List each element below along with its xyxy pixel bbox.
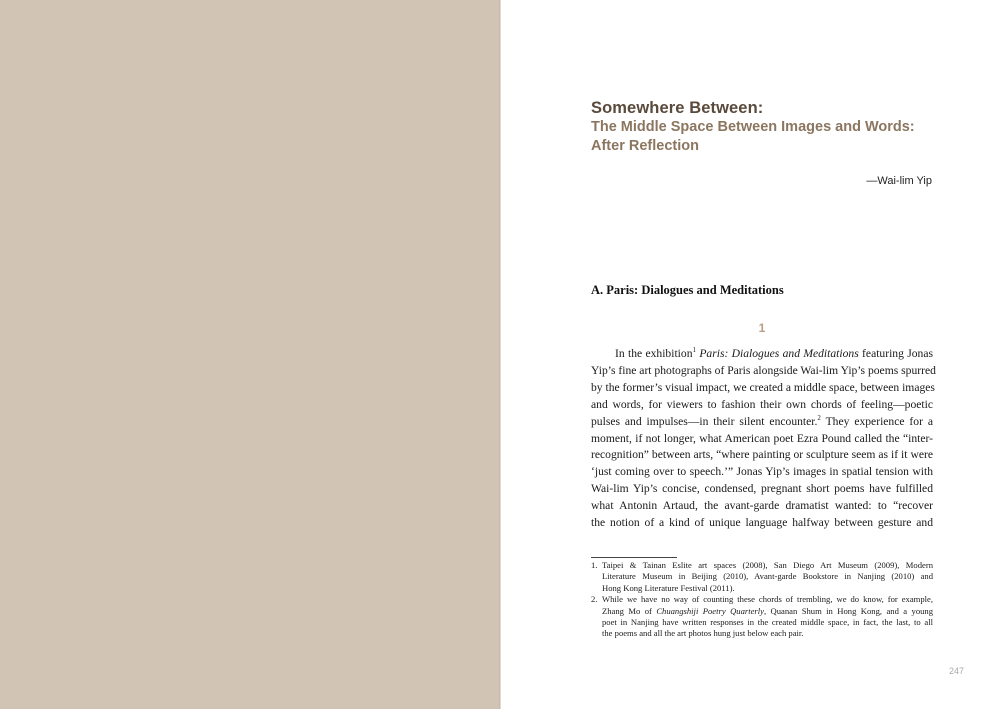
author-byline: —Wai-lim Yip xyxy=(866,175,932,187)
chapter-title: Somewhere Between: xyxy=(591,99,764,117)
footnote-ref-2[interactable]: 2 xyxy=(817,413,821,422)
body-text-run: pulses and impulses—in their silent encounter. xyxy=(591,414,818,428)
footnote-line: the poems and all the art photos hung just below each pair. xyxy=(602,628,804,639)
body-text-run: featuring Jonas xyxy=(858,347,933,360)
body-line: ‘just coming over to speech.’” Jonas Yip’s images in spatial tension with xyxy=(591,465,933,479)
body-text-run: In the exhibition xyxy=(615,347,693,360)
body-line xyxy=(591,414,933,431)
journal-title: Chuangshiji Poetry Quarterly xyxy=(656,605,764,616)
footnote-number: 2. xyxy=(591,594,598,605)
footnote-2 xyxy=(591,594,933,640)
body-text-run: They experience for a xyxy=(820,414,933,428)
section-number: 1 xyxy=(758,321,766,335)
footnotes xyxy=(591,560,933,640)
footnote-line: While we have no way of counting these chords of trembling, we do know, for example, xyxy=(602,594,933,605)
body-line: moment, if not longer, what American poet Ezra Pound called the “inter- xyxy=(591,431,933,445)
body-line: the notion of a kind of unique language halfway between gesture and xyxy=(591,516,933,530)
footnote-divider xyxy=(591,557,677,558)
footnote-text-run: , Quanan Shum in Hong Kong, and a young xyxy=(763,605,934,616)
footnote-line xyxy=(602,606,933,617)
footnote-line: Taipei & Tainan Eslite art spaces (2008), San Diego Art Museum (2009), Modern xyxy=(602,560,933,570)
footnote-text-run: Zhang Mo of xyxy=(602,605,657,616)
footnote-ref-1[interactable]: 1 xyxy=(692,346,696,355)
body-line: what Antonin Artaud, the avant-garde dramatist wanted: to “recover xyxy=(591,499,933,513)
body-paragraph xyxy=(591,346,936,532)
body-line: Yip’s fine art photographs of Paris alongside Wai-lim Yip’s poems spurred xyxy=(591,363,936,377)
footnote-line: Hong Kong Literature Festival (2011). xyxy=(602,582,735,593)
body-line: by the former’s visual impact, we created a middle space, between images xyxy=(591,380,935,394)
page-number: 247 xyxy=(948,666,964,676)
right-page xyxy=(501,0,1000,709)
footnote-1 xyxy=(591,560,933,594)
exhibition-title: Paris: Dialogues and Meditations xyxy=(699,347,859,360)
footnote-line: Literature Museum in Beijing (2010), Avant-garde Bookstore in Nanjing (2010) and xyxy=(602,571,933,582)
chapter-title-block xyxy=(591,98,951,156)
footnote-line: poet in Nanjing have written responses in the created middle space, in fact, the last, to all xyxy=(602,617,933,628)
footnote-number: 1. xyxy=(591,560,598,570)
section-heading: A. Paris: Dialogues and Meditations xyxy=(591,283,784,297)
chapter-subtitle-line-1: The Middle Space Between Images and Words: xyxy=(591,119,915,135)
body-line: Wai-lim Yip’s concise, condensed, pregnant short poems have fulfilled xyxy=(591,482,933,496)
body-line xyxy=(591,346,933,363)
chapter-subtitle-line-2: After Reflection xyxy=(591,138,699,154)
body-line: recognition” between arts, “where painting or sculpture seem as if it were xyxy=(591,448,933,462)
body-line: and words, for viewers to fashion their own chords of feeling—poetic xyxy=(591,397,933,411)
